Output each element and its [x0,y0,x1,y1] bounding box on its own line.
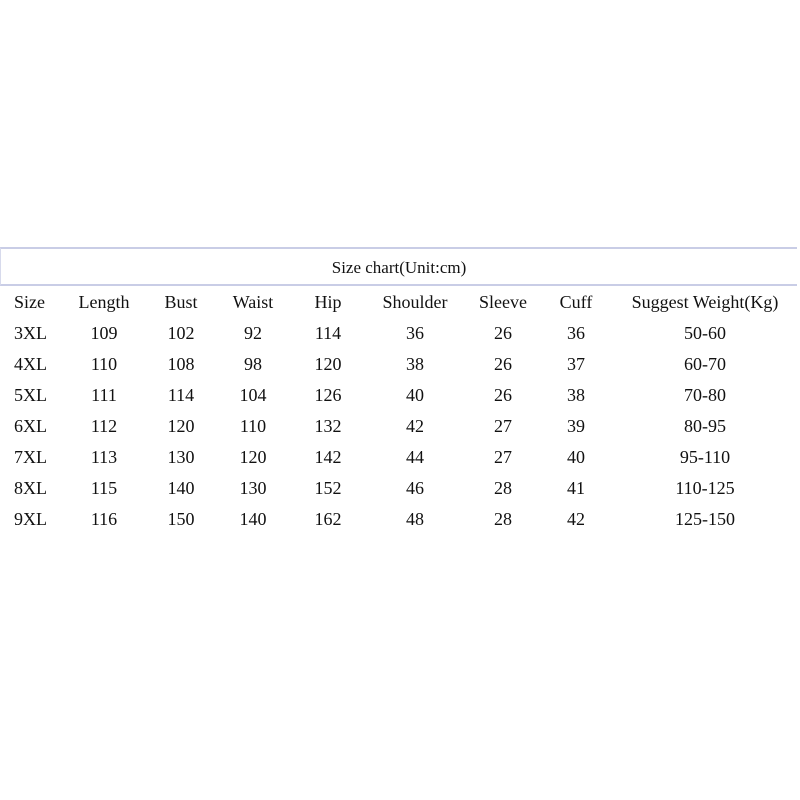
header-suggest-weight: Suggest Weight(Kg) [631,292,779,312]
cell-hip: 162 [314,509,342,529]
header-cuff: Cuff [559,292,593,312]
cell-length: 113 [90,447,118,467]
cell-shoulder: 48 [406,509,424,529]
cell-suggest-weight: 50-60 [684,323,726,343]
header-row [0,287,800,318]
cell-waist: 98 [244,354,262,374]
cell-shoulder: 42 [406,416,424,436]
size-chart-title: Size chart(Unit:cm) [331,257,467,277]
cell-shoulder: 44 [406,447,424,467]
cell-length: 111 [91,385,117,405]
cell-cuff: 38 [567,385,585,405]
header-length: Length [78,292,130,312]
cell-shoulder: 46 [406,478,424,498]
cell-size: 7XL [14,447,47,467]
cell-sleeve: 28 [494,509,512,529]
table-row [0,442,800,473]
cell-waist: 120 [239,447,267,467]
header-bust: Bust [164,292,198,312]
cell-bust: 150 [167,509,195,529]
cell-bust: 114 [167,385,195,405]
cell-size: 5XL [14,385,47,405]
cell-length: 112 [90,416,118,436]
cell-waist: 92 [244,323,262,343]
cell-sleeve: 26 [494,323,512,343]
cell-suggest-weight: 70-80 [684,385,726,405]
table-row [0,349,800,380]
header-shoulder: Shoulder [382,292,448,312]
cell-size: 3XL [14,323,47,343]
cell-sleeve: 28 [494,478,512,498]
cell-suggest-weight: 125-150 [675,509,735,529]
header-waist: Waist [232,292,274,312]
cell-sleeve: 27 [494,447,512,467]
header-hip: Hip [314,292,342,312]
cell-suggest-weight: 110-125 [675,478,735,498]
cell-cuff: 41 [567,478,585,498]
table-header [0,287,800,318]
cell-suggest-weight: 95-110 [679,447,731,467]
table-body [0,318,800,535]
cell-waist: 110 [239,416,267,436]
cell-hip: 142 [314,447,342,467]
cell-shoulder: 40 [406,385,424,405]
cell-bust: 102 [167,323,195,343]
cell-bust: 120 [167,416,195,436]
cell-hip: 126 [314,385,342,405]
table-row [0,380,800,411]
cell-length: 116 [90,509,118,529]
cell-size: 4XL [14,354,47,374]
cell-size: 9XL [14,509,47,529]
table-row [0,318,800,349]
cell-sleeve: 27 [494,416,512,436]
cell-waist: 104 [239,385,267,405]
cell-cuff: 40 [567,447,585,467]
cell-length: 109 [90,323,118,343]
cell-size: 6XL [14,416,47,436]
table-row [0,411,800,442]
cell-suggest-weight: 80-95 [684,416,726,436]
cell-length: 115 [90,478,118,498]
cell-bust: 130 [167,447,195,467]
cell-cuff: 42 [567,509,585,529]
cell-cuff: 39 [567,416,585,436]
cell-hip: 152 [314,478,342,498]
cell-cuff: 36 [567,323,585,343]
cell-bust: 140 [167,478,195,498]
cell-cuff: 37 [567,354,585,374]
header-sleeve: Sleeve [479,292,527,312]
cell-sleeve: 26 [494,385,512,405]
size-chart-title-bar [0,247,797,286]
cell-hip: 120 [314,354,342,374]
size-chart-table [0,287,800,535]
cell-shoulder: 38 [406,354,424,374]
table-row [0,473,800,504]
cell-bust: 108 [167,354,195,374]
header-size: Size [14,292,45,312]
cell-hip: 114 [314,323,342,343]
cell-length: 110 [90,354,118,374]
cell-sleeve: 26 [494,354,512,374]
cell-size: 8XL [14,478,47,498]
table-row [0,504,800,535]
cell-waist: 140 [239,509,267,529]
cell-suggest-weight: 60-70 [684,354,726,374]
cell-waist: 130 [239,478,267,498]
cell-shoulder: 36 [406,323,424,343]
cell-hip: 132 [314,416,342,436]
